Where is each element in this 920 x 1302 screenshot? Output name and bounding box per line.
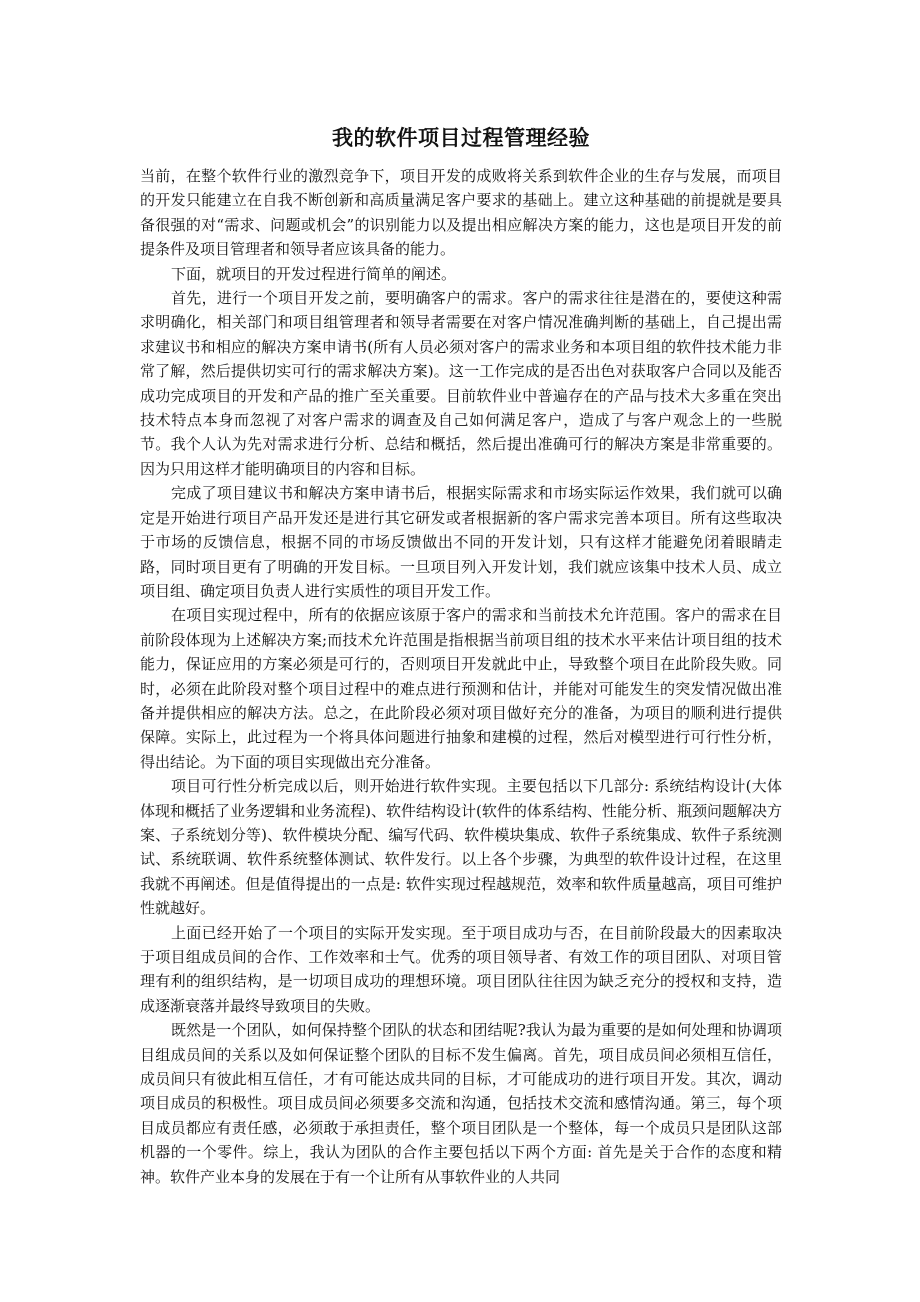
paragraph-requirements: 首先，进行一个项目开发之前，要明确客户的需求。客户的需求往往是潜在的，要使这种需求明确化，相关部门和项目组管理者和领导者需要在对客户情况准确判断的基础上，自己提出需求建议书和相应的解决方案申请书(所有人员必须对客户的需求业务和本项目组的软件技术能力非常了解，然后提供切实可行的需求解决方案)。这一工作完成的是否出色对获取客户合同以及能否成功完成项目的开发和产品的推广至关重要。目前软件业中普遍存在的产品与技术大多重在突出技术特点本身而忽视了对客户需求的调查及自己如何满足客户，造成了与客户观念上的一些脱节。我个人认为先对需求进行分析、总结和概括，然后提出准确可行的解决方案是非常重要的。因为只用这样才能明确项目的内容和目标。 — [140, 289, 782, 478]
document-page — [140, 118, 782, 1189]
paragraph-intro: 当前，在整个软件行业的激烈竞争下，项目开发的成败将关系到软件企业的生存与发展，而项目的开发只能建立在自我不断创新和高质量满足客户要求的基础上。建立这种基础的前提就是要具备很强的对“需求、问题或机会”的识别能力以及提出相应解决方案的能力，这也是项目开发的前提条件及项目管理者和领导者应该具备的能力。 — [140, 167, 782, 259]
document-title: 我的软件项目过程管理经验 — [332, 126, 590, 150]
paragraph-feasibility: 在项目实现过程中，所有的依据应该原于客户的需求和当前技术允许范围。客户的需求在目前阶段体现为上述解决方案;而技术允许范围是指根据当前项目组的技术水平来估计项目组的技术能力，保证应用的方案必须是可行的，否则项目开发就此中止，导致整个项目在此阶段失败。同时，必须在此阶段对整个项目过程中的难点进行预测和估计，并能对可能发生的突发情况做出准备并提供相应的解决方法。总之，在此阶段必须对项目做好充分的准备，为项目的顺利进行提供保障。实际上，此过程为一个将具体问题进行抽象和建模的过程，然后对模型进行可行性分析，得出结论。为下面的项目实现做出充分准备。 — [140, 606, 782, 771]
paragraph-implementation: 项目可行性分析完成以后，则开始进行软件实现。主要包括以下几部分: 系统结构设计(大体体现和概括了业务逻辑和业务流程)、软件结构设计(软件的体系结构、性能分析、瓶颈问题解决方案、子系统划分等)、软件模块分配、编写代码、软件模块集成、软件子系统集成、软件子系统测试、系统联调、软件系统整体测试、软件发行。以上各个步骤，为典型的软件设计过程，在这里我就不再阐述。但是值得提出的一点是: 软件实现过程越规范，效率和软件质量越高，项目可维护性就越好。 — [140, 777, 782, 918]
paragraph-overview: 下面，就项目的开发过程进行简单的阐述。 — [171, 264, 457, 283]
paragraph-planning: 完成了项目建议书和解决方案申请书后，根据实际需求和市场实际运作效果，我们就可以确定是开始进行项目产品开发还是进行其它研发或者根据新的客户需求完善本项目。所有这些取决于市场的反馈信息，根据不同的市场反馈做出不同的开发计划，只有这样才能避免闭着眼睛走路，同时项目更有了明确的开发目标。一旦项目列入开发计划，我们就应该集中技术人员、成立项目组、确定项目负责人进行实质性的项目开发工作。 — [140, 484, 782, 600]
paragraph-team-cohesion: 既然是一个团队，如何保持整个团队的状态和团结呢?我认为最为重要的是如何处理和协调项目组成员间的关系以及如何保证整个团队的目标不发生偏离。首先，项目成员间必须相互信任，成员间只有彼此相互信任，才有可能达成共同的目标，才可能成功的进行项目开发。其次，调动项目成员的积极性。项目成员间必须要多交流和沟通，包括技术交流和感情沟通。第三，每个项目成员都应有责任感，必须敢于承担责任，整个项目团队是一个整体，每一个成员只是团队这部机器的一个零件。综上，我认为团队的合作主要包括以下两个方面: 首先是关于合作的态度和精神。软件产业本身的发展在于有一个让所有从事软件业的人共同 — [140, 1021, 782, 1186]
paragraph-team-factors: 上面已经开始了一个项目的实际开发实现。至于项目成功与否，在目前阶段最大的因素取决于项目组成员间的合作、工作效率和士气。优秀的项目领导者、有效工作的项目团队、对项目管理有利的组织结构，是一切项目成功的理想环境。项目团队往往因为缺乏充分的授权和支持，造成逐渐衰落并最终导致项目的失败。 — [140, 923, 782, 1015]
